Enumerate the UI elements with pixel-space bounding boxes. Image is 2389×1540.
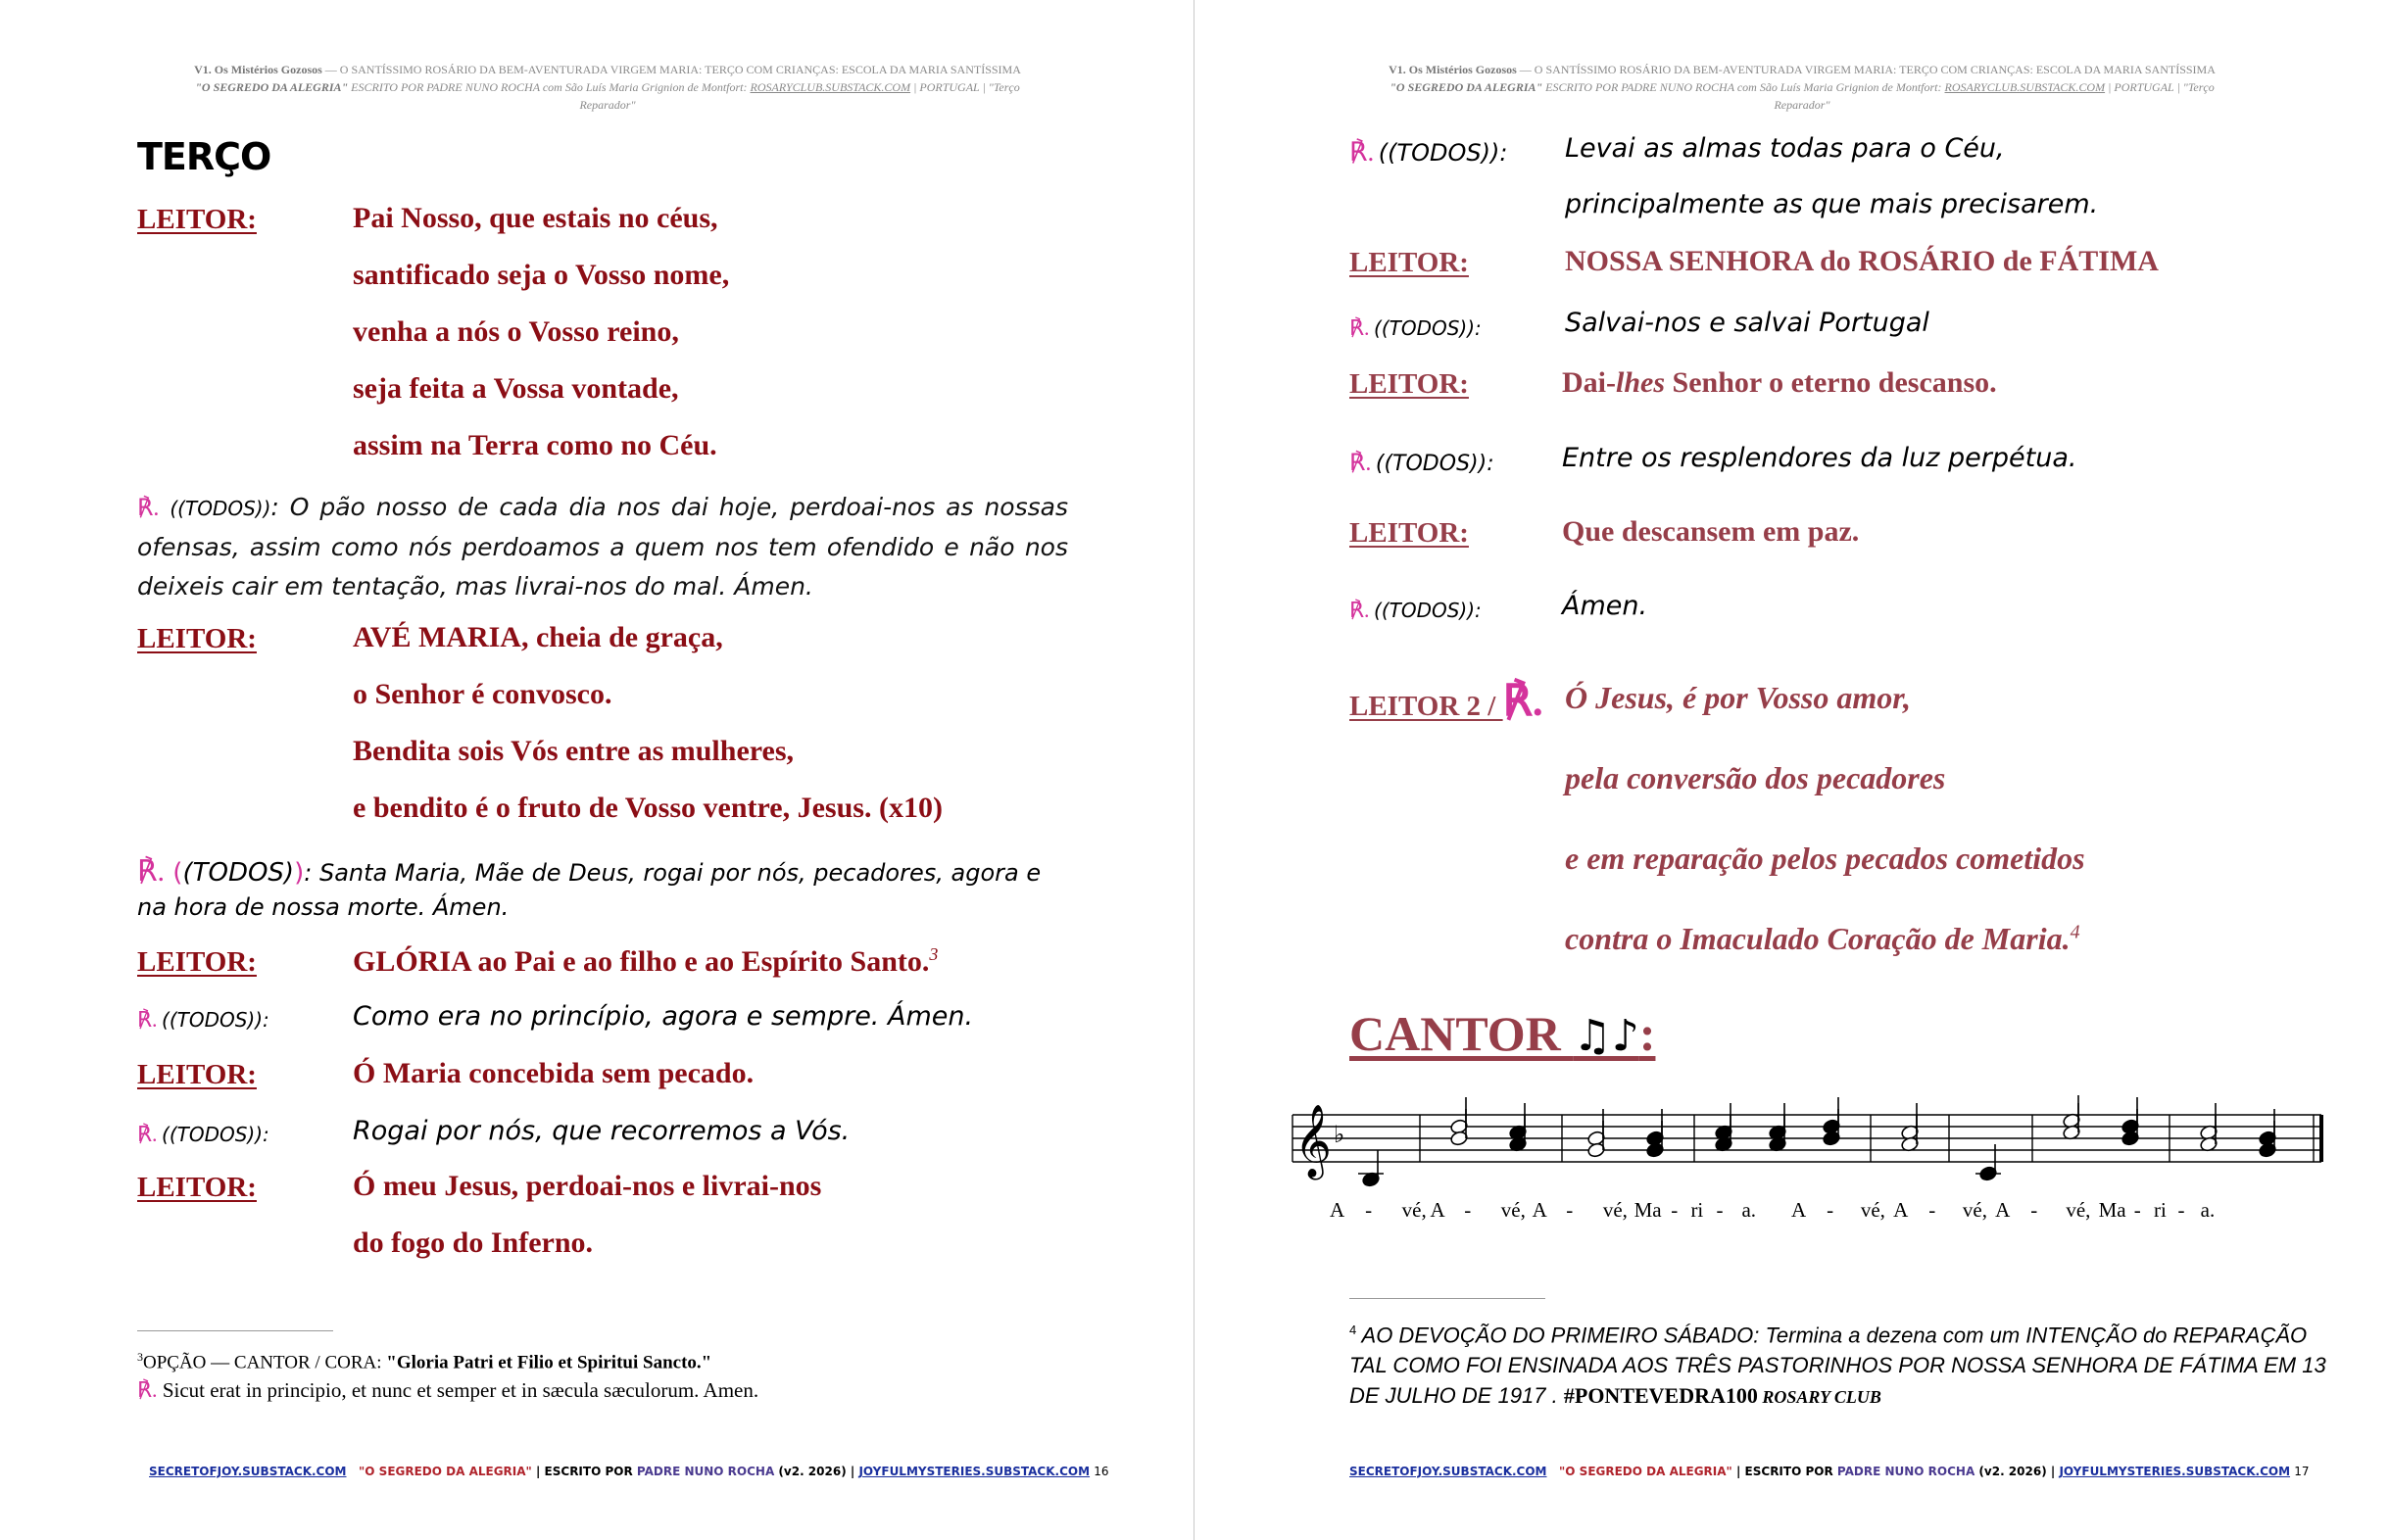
header-link[interactable]: ROSARYCLUB.SUBSTACK.COM: [1944, 80, 2106, 94]
lyric-syllable: -: [1716, 1198, 1724, 1222]
o-jesus-prayer-line: Ó Jesus, é por Vosso amor,: [1565, 680, 1911, 715]
lyric-syllable: -: [2133, 1198, 2141, 1222]
descansem-line: Que descansem em paz.: [1562, 515, 1860, 548]
footer-author: PADRE NUNO ROCHA: [636, 1465, 775, 1478]
amen-response: Ámen.: [1562, 591, 1648, 621]
header-author: ESCRITO POR PADRE NUNO ROCHA com São Luís Maria Grignion de Montfort:: [1542, 80, 1945, 94]
response-symbol: ℟.: [137, 1122, 158, 1146]
footer-book: "O SEGREDO DA ALEGRIA": [359, 1465, 532, 1478]
footnote-rule: [137, 1330, 333, 1331]
gloria-response: Como era no princípio, agora e sempre. Ámen.: [353, 1001, 974, 1032]
o-maria-response-label: ℟. ((TODOS)):: [137, 1122, 269, 1146]
lyric-syllable: vé,: [2066, 1198, 2091, 1222]
page-footer: SECRETOFJOY.SUBSTACK.COM "O SEGREDO DA ALEGRIA" | ESCRITO POR PADRE NUNO ROCHA (v2. 2026) | JOYFULMYSTERIES.SUBSTACK.COM 16: [149, 1465, 1109, 1478]
lyric-syllable: vé,: [1500, 1198, 1526, 1222]
response-symbol: ℟.: [1502, 677, 1543, 725]
levai-line: Levai as almas todas para o Céu,: [1565, 133, 2005, 164]
header-tail: | PORTUGAL | "Terço Reparador": [579, 80, 1020, 112]
lyric-syllable: A: [1329, 1198, 1345, 1222]
footnote-mark[interactable]: 4: [2070, 921, 2080, 943]
leitor-label: LEITOR:: [137, 204, 257, 235]
todos-label: (TODOS): [182, 858, 295, 888]
header-chapter: V1. Os Mistérios Gozosos: [1389, 63, 1517, 76]
footer-link-secretofjoy[interactable]: SECRETOFJOY.SUBSTACK.COM: [1349, 1465, 1547, 1478]
footnote-3: $^3$OPÇÃO — CANTOR / CORA: "Gloria Patri et Filio et Spiritui Sancto.": [137, 1350, 712, 1373]
pai-nosso-line: Pai Nosso, que estais no céus,: [353, 202, 718, 234]
header-title: — O SANTÍSSIMO ROSÁRIO DA BEM-AVENTURADA VIRGEM MARIA: TERÇO COM CRIANÇAS: ESCOLA DA MARIA SANTÍSSIMA: [321, 63, 1021, 76]
o-jesus-prayer-line: pela conversão dos pecadores: [1565, 760, 1946, 795]
header-chapter: V1. Os Mistérios Gozosos: [194, 63, 322, 76]
header-author: ESCRITO POR PADRE NUNO ROCHA com São Luís Maria Grignion de Montfort:: [348, 80, 751, 94]
footer-book: "O SEGREDO DA ALEGRIA": [1559, 1465, 1732, 1478]
response-label: ℟. ((TODOS)):: [1349, 137, 1508, 167]
pai-nosso-line: seja feita a Vossa vontade,: [353, 372, 679, 405]
pai-nosso-line: santificado seja o Vosso nome,: [353, 259, 730, 291]
leitor-label: LEITOR:: [137, 1172, 257, 1203]
footnote-mark[interactable]: 3: [929, 944, 939, 964]
left-page: [0, 0, 1194, 1540]
lyric-syllable: A: [1791, 1198, 1807, 1222]
cantor-title: CANTOR ♫♪:: [1349, 1006, 1656, 1061]
o-maria-line: Ó Maria concebida sem pecado.: [353, 1057, 755, 1089]
dai-lhes-line: Dai-lhes Senhor o eterno descanso.: [1562, 366, 1997, 399]
gloria-response-label: ℟. ((TODOS)):: [137, 1007, 269, 1032]
lyric-syllable: vé,: [1602, 1198, 1628, 1222]
ave-maria-line: o Senhor é convosco.: [353, 678, 612, 710]
leitor-label: LEITOR:: [1349, 517, 1469, 549]
lyric-syllable: -: [1566, 1198, 1574, 1222]
footnote-4: $^4$ AO DEVOÇÃO DO PRIMEIRO SÁBADO: Termina a dezena com um INTENÇÃO do REPARAÇÃO TAL COMO FOI ENSINADA AOS TRÊS PASTORINHOS POR NOSSA SENHORA DE FÁTIMA EM 13 DE JULHO DE 1917 . #PONTEVEDRA100 ROSARY CLUB: [1349, 1323, 2326, 1409]
ave-maria-response-line2: na hora de nossa morte. Ámen.: [137, 893, 510, 921]
response-symbol: ℟.: [137, 855, 166, 888]
response-text: O pão nosso de cada dia nos dai hoje, perdoai-nos as nossas ofensas, assim como nós perdoamos a quem nos tem ofendido e não nos deixeis cair em tentação, mas livrai-nos do mal. Ámen.: [137, 493, 1068, 601]
lyric-syllable: -: [1464, 1198, 1472, 1222]
header-title: — O SANTÍSSIMO ROSÁRIO DA BEM-AVENTURADA VIRGEM MARIA: TERÇO COM CRIANÇAS: ESCOLA DA MARIA SANTÍSSIMA: [1516, 63, 2216, 76]
levai-line: principalmente as que mais precisarem.: [1565, 189, 2099, 219]
ave-maria-line: e bendito é o fruto de Vosso ventre, Jesus. (x10): [353, 792, 943, 824]
lyric-syllable: -: [2030, 1198, 2038, 1222]
lyric-syllable: A: [1532, 1198, 1547, 1222]
header-book: "O SEGREDO DA ALEGRIA": [195, 80, 349, 94]
lyrics-row: [1194, 1198, 2389, 1227]
o-jesus-prayer-line: contra o Imaculado Coração de Maria.$^4$: [1565, 921, 2080, 956]
footer-version: (v2. 2026): [1975, 1465, 2051, 1478]
lyric-syllable: A: [1893, 1198, 1909, 1222]
page-footer: SECRETOFJOY.SUBSTACK.COM "O SEGREDO DA ALEGRIA" | ESCRITO POR PADRE NUNO ROCHA (v2. 2026) | JOYFULMYSTERIES.SUBSTACK.COM 17: [1349, 1465, 2310, 1478]
lyric-syllable: a.: [1741, 1198, 1757, 1222]
lyric-syllable: A: [1430, 1198, 1445, 1222]
lyric-syllable: -: [1671, 1198, 1679, 1222]
page-header: [1371, 61, 2233, 114]
footer-written-by: ESCRITO POR: [1744, 1465, 1837, 1478]
footnote-rule: [1349, 1298, 1545, 1299]
response-symbol: ℟.: [1349, 137, 1375, 167]
header-tail: | PORTUGAL | "Terço Reparador": [1774, 80, 2215, 112]
dai-lhes-response: Entre os resplendores da luz perpétua.: [1562, 443, 2077, 473]
footer-version: (v2. 2026): [774, 1465, 851, 1478]
footer-link-joyful[interactable]: JOYFULMYSTERIES.SUBSTACK.COM: [2059, 1465, 2291, 1478]
pai-nosso-line: venha a nós o Vosso reino,: [353, 315, 679, 348]
lyric-syllable: vé,: [1962, 1198, 1987, 1222]
flat-icon: ♭: [1334, 1121, 1345, 1148]
treble-clef-icon: 𝄞: [1294, 1105, 1332, 1178]
response-symbol: ℟.: [137, 496, 160, 521]
o-jesus-prayer-line: e em reparação pelos pecados cometidos: [1565, 841, 2085, 876]
footnote-3-line2: ℟. Sicut erat in principio, et nunc et semper et in sæcula sæculorum. Amen.: [137, 1377, 759, 1402]
response-symbol: ℟.: [1349, 598, 1370, 622]
footer-link-joyful[interactable]: JOYFULMYSTERIES.SUBSTACK.COM: [858, 1465, 1091, 1478]
response-symbol: ℟.: [137, 1007, 158, 1032]
lyric-syllable: -: [2177, 1198, 2185, 1222]
leitor-label: LEITOR:: [1349, 247, 1469, 278]
gloria-line: GLÓRIA ao Pai e ao filho e ao Espírito Santo.$^3$: [353, 944, 939, 978]
response-label: ℟. ((TODOS)):: [1349, 598, 1482, 622]
response-symbol: ℟.: [1349, 315, 1370, 340]
response-symbol: ℟.: [1349, 451, 1372, 476]
todos-label: (TODOS): [177, 497, 264, 520]
response-label: ℟. ((TODOS)):: [1349, 451, 1494, 476]
response-label: ℟. ((TODOS)):: [1349, 315, 1482, 340]
pai-nosso-line: assim na Terra como no Céu.: [353, 429, 717, 461]
lyric-syllable: ri: [1690, 1198, 1704, 1222]
page-header: [176, 61, 1039, 114]
music-notes-icon: ♫♪: [1573, 1011, 1639, 1061]
leitor-label: LEITOR:: [137, 946, 257, 978]
fatima-response: Salvai-nos e salvai Portugal: [1565, 308, 1929, 338]
lyric-syllable: -: [1928, 1198, 1936, 1222]
lyric-syllable: ri: [2153, 1198, 2167, 1222]
lyric-syllable: Ma: [2098, 1198, 2126, 1222]
lyric-syllable: Ma: [1633, 1198, 1662, 1222]
ave-maria-line: AVÉ MARIA, cheia de graça,: [353, 621, 723, 653]
lyric-syllable: vé,: [1401, 1198, 1427, 1222]
lyric-syllable: vé,: [1860, 1198, 1885, 1222]
header-link[interactable]: ROSARYCLUB.SUBSTACK.COM: [750, 80, 911, 94]
lyric-syllable: A: [1995, 1198, 2011, 1222]
footer-written-by: ESCRITO POR: [544, 1465, 637, 1478]
page-number: 16: [1094, 1465, 1109, 1478]
o-maria-response: Rogai por nós, que recorremos a Vós.: [353, 1116, 851, 1146]
leitor-label: LEITOR:: [137, 623, 257, 654]
footer-author: PADRE NUNO ROCHA: [1836, 1465, 1975, 1478]
o-jesus-line: Ó meu Jesus, perdoai-nos e livrai-nos: [353, 1170, 822, 1202]
response-text: Santa Maria, Mãe de Deus, rogai por nós, pecadores, agora e: [318, 859, 1042, 887]
header-book: "O SEGREDO DA ALEGRIA": [1390, 80, 1543, 94]
ave-maria-line: Bendita sois Vós entre as mulheres,: [353, 735, 795, 767]
footer-link-secretofjoy[interactable]: SECRETOFJOY.SUBSTACK.COM: [149, 1465, 347, 1478]
right-page: [1194, 0, 2389, 1540]
leitor2-label: LEITOR 2 / ℟.: [1349, 677, 1543, 725]
o-jesus-line: do fogo do Inferno.: [353, 1227, 594, 1259]
ave-maria-response: ℟. ((TODOS)): Santa Maria, Mãe de Deus, rogai por nós, pecadores, agora e: [137, 855, 1042, 888]
lyric-syllable: -: [1827, 1198, 1834, 1222]
fatima-line: NOSSA SENHORA do ROSÁRIO de FÁTIMA: [1565, 245, 2159, 277]
leitor-label: LEITOR:: [137, 1059, 257, 1090]
pai-nosso-response: ℟. ((TODOS)): O pão nosso de cada dia nos dai hoje, perdoai-nos as nossas ofensas, assim como nós perdoamos a quem nos tem ofendido e não nos deixeis cair em tentação, mas livrai-nos do mal. Ámen.: [137, 493, 1068, 601]
page-number: 17: [2294, 1465, 2310, 1478]
lyric-syllable: a.: [2200, 1198, 2216, 1222]
lyric-syllable: -: [1365, 1198, 1373, 1222]
leitor-label: LEITOR:: [1349, 368, 1469, 400]
section-title: TERÇO: [137, 135, 271, 178]
